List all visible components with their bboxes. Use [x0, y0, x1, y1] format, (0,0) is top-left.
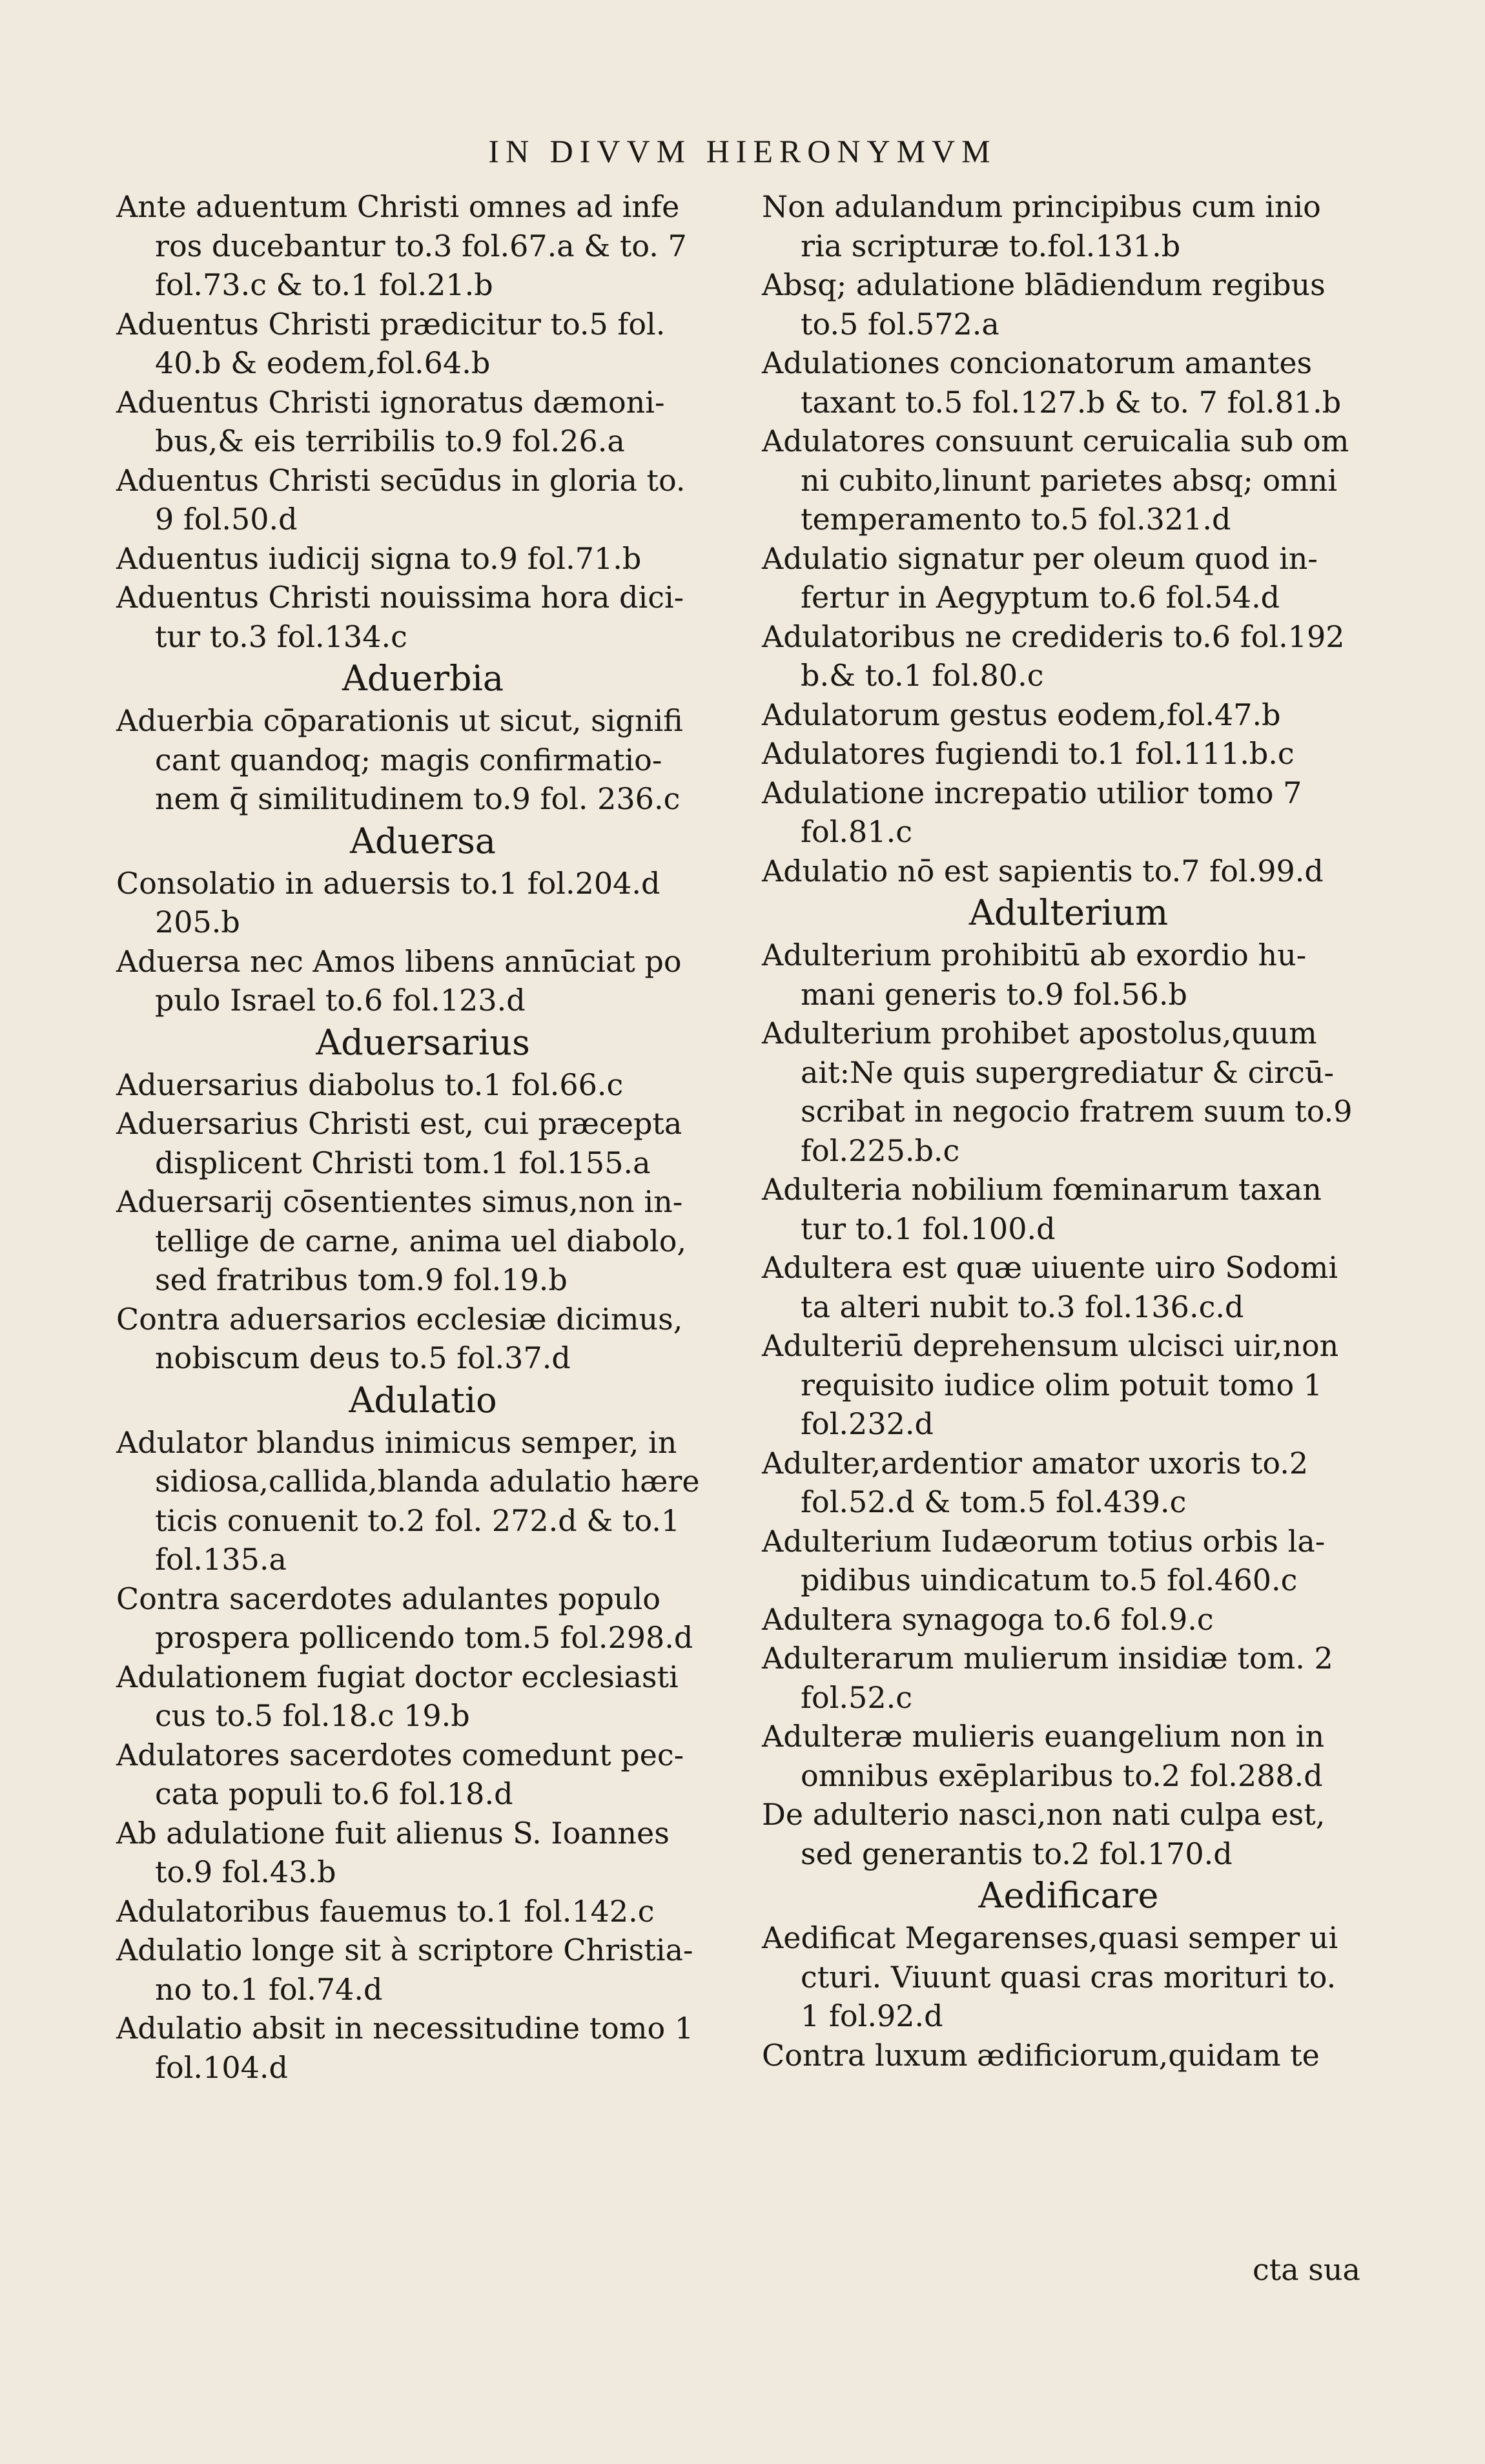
entry-continuation-line: cant quandoq; magis confirmatio-	[155, 742, 662, 777]
index-entry	[762, 1522, 1401, 1600]
index-entry	[762, 734, 1401, 774]
index-entry	[116, 701, 755, 819]
index-entry	[116, 1300, 755, 1378]
entry-line: Adulterium prohibitū ab exordio hu-	[762, 938, 1307, 972]
index-entry	[116, 942, 755, 1020]
entry-line: Aduersarij cōsentientes simus,non in-	[116, 1184, 683, 1219]
index-entry	[116, 578, 755, 656]
section-heading: Aduersa	[349, 820, 497, 861]
index-entry	[116, 539, 755, 579]
entry-continuation-line: cus to.5 fol.18.c 19.b	[155, 1698, 470, 1733]
index-entry	[116, 1892, 755, 1931]
right-column	[762, 187, 1401, 2075]
index-entry	[762, 1444, 1401, 1522]
entry-line: Adulatores sacerdotes comedunt pec-	[116, 1737, 684, 1772]
entry-line: Adulatoribus ne credideris to.6 fol.192	[762, 619, 1345, 654]
catchword: cta sua	[1253, 2252, 1360, 2287]
entry-line: Adulatores consuunt ceruicalia sub om	[762, 424, 1349, 458]
entry-line: Adulterium prohibet apostolus,quum	[762, 1016, 1317, 1051]
index-entry	[762, 1170, 1401, 1248]
entry-continuation-line: b.& to.1 fol.80.c	[801, 658, 1044, 693]
entry-line: Contra sacerdotes adulantes populo	[116, 1581, 661, 1616]
index-entry	[116, 1579, 755, 1658]
entry-continuation-line: ta alteri nubit to.3 fol.136.c.d	[801, 1289, 1244, 1324]
entry-continuation-line: bus,& eis terribilis to.9 fol.26.a	[155, 424, 625, 458]
entry-continuation-line: sed generantis to.2 fol.170.d	[801, 1836, 1233, 1871]
entry-continuation-line: nobiscum deus to.5 fol.37.d	[155, 1340, 571, 1375]
entry-continuation-line: requisito iudice olim potuit tomo 1	[801, 1367, 1323, 1402]
entry-continuation-line: temperamento to.5 fol.321.d	[801, 502, 1231, 537]
entry-line: Adulatoribus fauemus to.1 fol.142.c	[116, 1893, 655, 1929]
index-entry	[116, 187, 755, 305]
entry-line: Adulter,ardentior amator uxoris to.2	[762, 1445, 1309, 1481]
entry-continuation-line: fol.52.d & tom.5 fol.439.c	[801, 1484, 1187, 1519]
entry-line: Aduersarius Christi est, cui præcepta	[116, 1106, 682, 1141]
index-entry	[762, 1639, 1401, 1717]
entry-continuation-line: ros ducebantur to.3 fol.67.a & to. 7	[155, 228, 687, 263]
entry-continuation-line: 1 fol.92.d	[801, 1998, 943, 2033]
index-entry	[762, 1014, 1401, 1170]
entry-continuation-line: tur to.3 fol.134.c	[155, 619, 407, 654]
index-entry	[762, 539, 1401, 617]
entry-line: Aduentus iudicij signa to.9 fol.71.b	[116, 540, 642, 576]
entry-continuation-line: displicent Christi tom.1 fol.155.a	[155, 1145, 651, 1180]
entry-line: De adulterio nasci,non nati culpa est,	[762, 1797, 1326, 1832]
entry-continuation-line: ait:Ne quis supergrediatur & circū-	[801, 1054, 1335, 1090]
index-entry	[762, 187, 1401, 265]
section-heading: Aduersarius	[316, 1022, 530, 1063]
index-entry	[116, 2009, 755, 2087]
index-entry	[116, 864, 755, 942]
section-heading: Aduerbia	[342, 658, 504, 699]
entry-continuation-line: fertur in Aegyptum to.6 fol.54.d	[801, 580, 1280, 615]
entry-line: Ab adulatione fuit alienus S. Ioannes	[116, 1815, 670, 1851]
entry-line: Absq; adulatione blādiendum regibus	[762, 267, 1326, 302]
entry-continuation-line: fol.104.d	[155, 2049, 288, 2085]
entry-continuation-line: fol.52.c	[801, 1679, 912, 1715]
entry-line: Adulteriū deprehensum ulcisci uir,non	[762, 1328, 1339, 1363]
entry-continuation-line: 40.b & eodem,fol.64.b	[155, 345, 491, 380]
entry-continuation-line: scribat in negocio fratrem suum to.9	[801, 1094, 1353, 1129]
entry-line: Adultera synagoga to.6 fol.9.c	[762, 1601, 1214, 1637]
entry-line: Ante aduentum Christi omnes ad infe	[116, 189, 680, 224]
entry-line: Adulteræ mulieris euangelium non in	[762, 1719, 1325, 1754]
index-entry	[116, 1104, 755, 1182]
entry-continuation-line: pulo Israel to.6 fol.123.d	[155, 983, 526, 1018]
entry-continuation-line: ticis conuenit to.2 fol. 272.d & to.1	[155, 1503, 681, 1538]
index-entry	[762, 617, 1401, 695]
entry-line: Adulatorum gestus eodem,fol.47.b	[762, 697, 1281, 732]
index-entry	[762, 936, 1401, 1014]
index-entry	[762, 422, 1401, 539]
section-heading: Adulterium	[968, 892, 1169, 933]
entry-line: Adulatio absit in necessitudine tomo 1	[116, 2011, 694, 2046]
index-entry	[762, 852, 1401, 891]
index-entry	[762, 695, 1401, 735]
entry-line: Aduentus Christi nouissima hora dici-	[116, 580, 684, 615]
index-entry	[116, 1658, 755, 1736]
entry-line: Contra luxum ædificiorum,quidam te	[762, 2037, 1320, 2073]
entry-continuation-line: prospera pollicendo tom.5 fol.298.d	[155, 1620, 693, 1655]
index-entry	[116, 305, 755, 383]
index-entry	[762, 2036, 1401, 2075]
entry-continuation-line: fol.232.d	[801, 1406, 934, 1441]
entry-continuation-line: omnibus exēplaribus to.2 fol.288.d	[801, 1758, 1323, 1793]
index-entry	[116, 1065, 755, 1105]
entry-line: Adulationem fugiat doctor ecclesiasti	[116, 1659, 679, 1694]
section-heading: Aedificare	[978, 1875, 1159, 1916]
entry-continuation-line: cata populi to.6 fol.18.d	[155, 1776, 513, 1811]
entry-continuation-line: no to.1 fol.74.d	[155, 1971, 383, 2007]
entry-continuation-line: tellige de carne, anima uel diabolo,	[155, 1223, 687, 1258]
entry-continuation-line: taxant to.5 fol.127.b & to. 7 fol.81.b	[801, 384, 1342, 420]
entry-continuation-line: fol.81.c	[801, 814, 912, 849]
index-entry	[116, 461, 755, 539]
index-entry	[116, 1931, 755, 2009]
entry-line: Adulatio longe sit à scriptore Christia-	[116, 1933, 693, 1967]
entry-continuation-line: to.9 fol.43.b	[155, 1854, 336, 1889]
entry-line: Adulatio signatur per oleum quod in-	[762, 540, 1318, 576]
index-entry	[762, 1248, 1401, 1326]
index-entry	[116, 1736, 755, 1814]
entry-line: Consolatio in aduersis to.1 fol.204.d	[116, 865, 661, 901]
entry-line: Adulatio nō est sapientis to.7 fol.99.d	[762, 853, 1324, 888]
entry-line: Aduentus Christi secūdus in gloria to.	[116, 462, 686, 498]
entry-line: Aduerbia cōparationis ut sicut, signifi	[116, 703, 683, 738]
entry-line: Non adulandum principibus cum inio	[762, 189, 1321, 224]
entry-line: Adultera est quæ uiuente uiro Sodomi	[762, 1250, 1338, 1285]
entry-continuation-line: ni cubito,linunt parietes absq; omni	[801, 462, 1338, 498]
index-entry	[762, 265, 1401, 344]
entry-line: Aedificat Megarenses,quasi semper ui	[762, 1920, 1338, 1955]
entry-continuation-line: ria scripturæ to.fol.131.b	[801, 228, 1181, 263]
entry-line: Aduersa nec Amos libens annūciat po	[116, 943, 682, 979]
entry-continuation-line: fol.73.c & to.1 fol.21.b	[155, 267, 493, 302]
entry-line: Adulatione increpatio utilior tomo 7	[762, 775, 1302, 810]
entry-line: Contra aduersarios ecclesiæ dicimus,	[116, 1301, 683, 1337]
entry-continuation-line: fol.225.b.c	[801, 1133, 960, 1168]
index-entry	[116, 1182, 755, 1300]
entry-line: Adulationes concionatorum amantes	[762, 345, 1313, 380]
entry-continuation-line: cturi. Viuunt quasi cras morituri to.	[801, 1959, 1336, 1995]
entry-line: Adulterarum mulierum insidiæ tom. 2	[762, 1641, 1333, 1676]
entry-continuation-line: 205.b	[155, 905, 240, 939]
index-entry	[762, 774, 1401, 852]
entry-continuation-line: sidiosa,callida,blanda adulatio hære	[155, 1464, 700, 1499]
index-entry	[762, 1326, 1401, 1444]
index-entry	[762, 1717, 1401, 1795]
index-entry	[116, 1814, 755, 1892]
entry-line: Adulterium Iudæorum totius orbis la-	[762, 1523, 1326, 1559]
entry-line: Adulator blandus inimicus semper, in	[116, 1424, 677, 1460]
entry-line: Aduentus Christi prædicitur to.5 fol.	[116, 306, 666, 342]
index-entry	[762, 1918, 1401, 2036]
entry-continuation-line: nem q̄ similitudinem to.9 fol. 236.c	[155, 781, 681, 816]
index-entry	[116, 1423, 755, 1579]
index-entry	[762, 1795, 1401, 1873]
index-entry	[762, 1600, 1401, 1639]
entry-line: Adulatores fugiendi to.1 fol.111.b.c	[762, 736, 1295, 771]
entry-continuation-line: fol.135.a	[155, 1542, 287, 1577]
entry-continuation-line: tur to.1 fol.100.d	[801, 1211, 1056, 1246]
section-heading: Adulatio	[349, 1379, 497, 1421]
index-entry	[116, 383, 755, 461]
entry-continuation-line: sed fratribus tom.9 fol.19.b	[155, 1262, 568, 1297]
left-column	[116, 187, 755, 2087]
entry-continuation-line: mani generis to.9 fol.56.b	[801, 976, 1187, 1012]
entry-line: Adulteria nobilium fœminarum taxan	[762, 1172, 1322, 1207]
entry-continuation-line: 9 fol.50.d	[155, 502, 298, 537]
entry-continuation-line: to.5 fol.572.a	[801, 306, 999, 342]
entry-line: Aduentus Christi ignoratus dæmoni-	[116, 384, 665, 420]
entry-line: Aduersarius diabolus to.1 fol.66.c	[116, 1067, 624, 1102]
index-entry	[762, 344, 1401, 422]
running-header: IN DIVVM HIERONYMVM	[488, 133, 997, 169]
entry-continuation-line: pidibus uindicatum to.5 fol.460.c	[801, 1563, 1298, 1597]
